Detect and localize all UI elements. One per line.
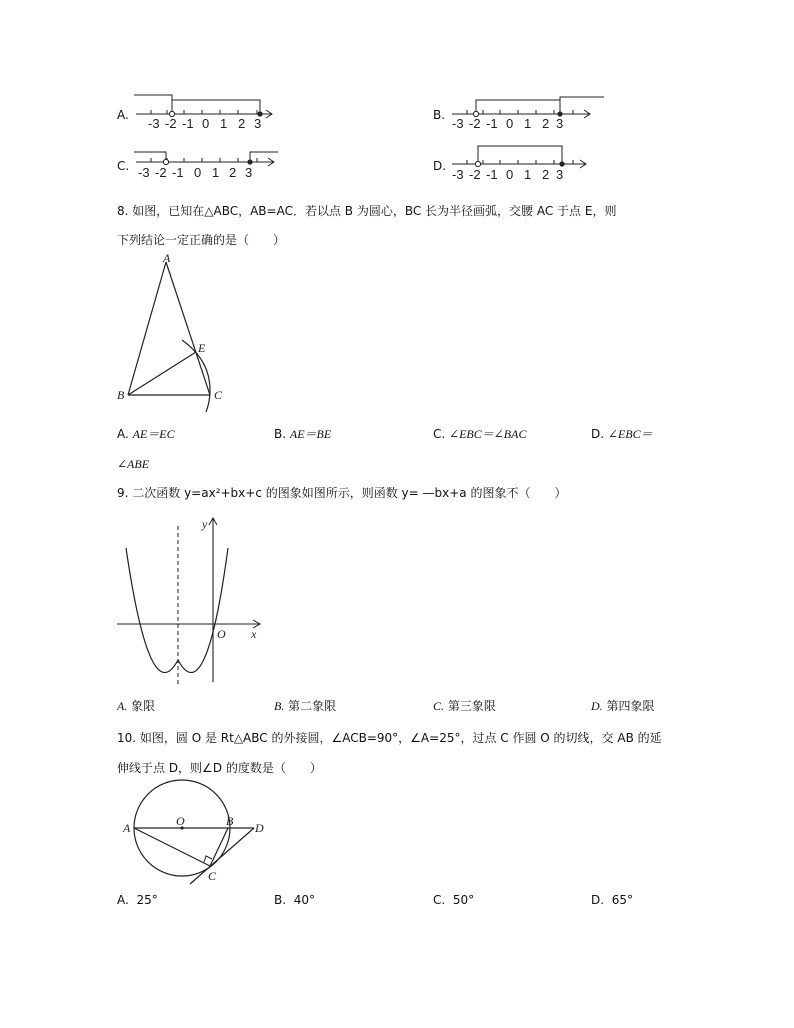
q9-option-b[interactable]	[274, 698, 336, 714]
tick-label: -3	[138, 165, 150, 180]
q7-number-line-d	[446, 142, 606, 182]
tick-label: -2	[155, 165, 167, 180]
q8-triangle-figure	[110, 250, 240, 420]
q9-parabola-figure	[110, 512, 270, 692]
point-b-label: B	[226, 814, 234, 828]
tick-label: 0	[506, 116, 514, 131]
tick-label: -3	[452, 167, 464, 182]
option-letter: C.	[433, 893, 446, 907]
tick-label: 3	[254, 116, 262, 131]
option-letter: C.	[433, 699, 445, 713]
tick-label: -1	[486, 116, 498, 131]
tick-label: 3	[556, 116, 564, 131]
q7-option-a-label: A.	[117, 108, 129, 122]
q7-number-line-c	[130, 142, 290, 182]
option-letter: C.	[433, 427, 446, 441]
q7-option-c-label: C.	[117, 159, 130, 173]
option-letter: D.	[591, 893, 605, 907]
option-text: AE＝BE	[289, 427, 332, 441]
q7-option-d-label: D.	[433, 159, 447, 173]
q10-circle-figure	[118, 776, 278, 888]
option-text: ∠EBC＝	[607, 427, 653, 441]
q10-option-b[interactable]	[274, 892, 315, 908]
tick-label: 2	[542, 167, 550, 182]
option-text: 65°	[611, 893, 633, 907]
tick-label: -2	[469, 116, 481, 131]
option-text: 40°	[293, 893, 315, 907]
tick-label: 3	[556, 167, 564, 182]
option-letter: A.	[117, 427, 129, 441]
option-text: 50°	[452, 893, 475, 907]
option-text: 第三象限	[447, 699, 496, 713]
q8-stem-line2: 下列结论一定正确的是（ ）	[117, 233, 286, 247]
x-axis-label: x	[251, 627, 257, 641]
option-text: 象限	[131, 699, 156, 713]
point-e-label: E	[198, 341, 206, 355]
vertex-a-label: A	[163, 251, 171, 265]
y-axis-label: y	[202, 517, 208, 531]
origin-label: O	[217, 627, 226, 641]
q9-stem-line1: 9. 二次函数 y=ax²+bx+c 的图象如图所示，则函数 y= —bx+a 的图象不（ ）	[117, 486, 567, 500]
tick-label: -1	[486, 167, 498, 182]
q9-option-a[interactable]	[117, 698, 155, 714]
tick-label: -3	[148, 116, 160, 131]
q8-option-c[interactable]	[433, 426, 526, 442]
q9-option-c[interactable]	[433, 698, 496, 714]
option-letter: B.	[274, 893, 287, 907]
tick-label: 2	[229, 165, 237, 180]
option-letter: D.	[591, 699, 603, 713]
q10-option-c[interactable]	[433, 892, 474, 908]
option-letter: B.	[274, 427, 287, 441]
tick-label: 2	[542, 116, 550, 131]
vertex-c-label: C	[214, 388, 223, 402]
q8-option-b[interactable]	[274, 426, 331, 442]
tick-label: 0	[506, 167, 514, 182]
q7-number-line-a	[130, 90, 290, 130]
tick-label: 1	[220, 116, 228, 131]
q7-option-b-label: B.	[433, 108, 446, 122]
point-c-label: C	[208, 869, 217, 883]
center-o-label: O	[176, 814, 185, 828]
point-d-label: D	[255, 821, 264, 835]
q8-option-a[interactable]	[117, 426, 175, 442]
option-text: 第二象限	[288, 699, 337, 713]
q8-stem-line1: 8. 如图，已知在△ABC，AB=AC．若以点 B 为圆心，BC 长为半径画弧，交腰 AC 于点 E，则	[117, 204, 617, 218]
q10-stem-line2: 伸线于点 D，则∠D 的度数是（ ）	[117, 761, 322, 775]
q9-option-d[interactable]	[591, 698, 655, 714]
option-text: AE＝EC	[132, 427, 175, 441]
option-text: 25°	[136, 893, 158, 907]
option-text: ∠EBC＝∠BAC	[449, 427, 527, 441]
q10-stem-line1: 10. 如图，圆 O 是 Rt△ABC 的外接圆，∠ACB=90°，∠A=25°，过点 C 作圆 O 的切线，交 AB 的延	[117, 731, 662, 745]
q10-option-d[interactable]	[591, 892, 633, 908]
q8-option-d-wrap: ∠ABE	[117, 457, 150, 471]
tick-label: -2	[469, 167, 481, 182]
tick-label: 1	[212, 165, 220, 180]
q8-option-d[interactable]	[591, 426, 653, 442]
tick-label: 2	[238, 116, 246, 131]
tick-label: -1	[182, 116, 194, 131]
tick-label: -1	[172, 165, 184, 180]
point-a-label: A	[123, 821, 131, 835]
vertex-b-label: B	[117, 388, 125, 402]
option-text: 第四象限	[606, 699, 655, 713]
option-letter: D.	[591, 427, 605, 441]
option-letter: B.	[274, 699, 285, 713]
q7-number-line-b	[446, 90, 616, 130]
q10-option-a[interactable]	[117, 892, 158, 908]
tick-label: 1	[524, 167, 532, 182]
tick-label: 0	[202, 116, 210, 131]
option-letter: A.	[117, 893, 129, 907]
tick-label: -2	[165, 116, 177, 131]
tick-label: 0	[194, 165, 202, 180]
tick-label: -3	[452, 116, 464, 131]
option-letter: A.	[117, 699, 128, 713]
tick-label: 1	[524, 116, 532, 131]
tick-label: 3	[245, 165, 253, 180]
